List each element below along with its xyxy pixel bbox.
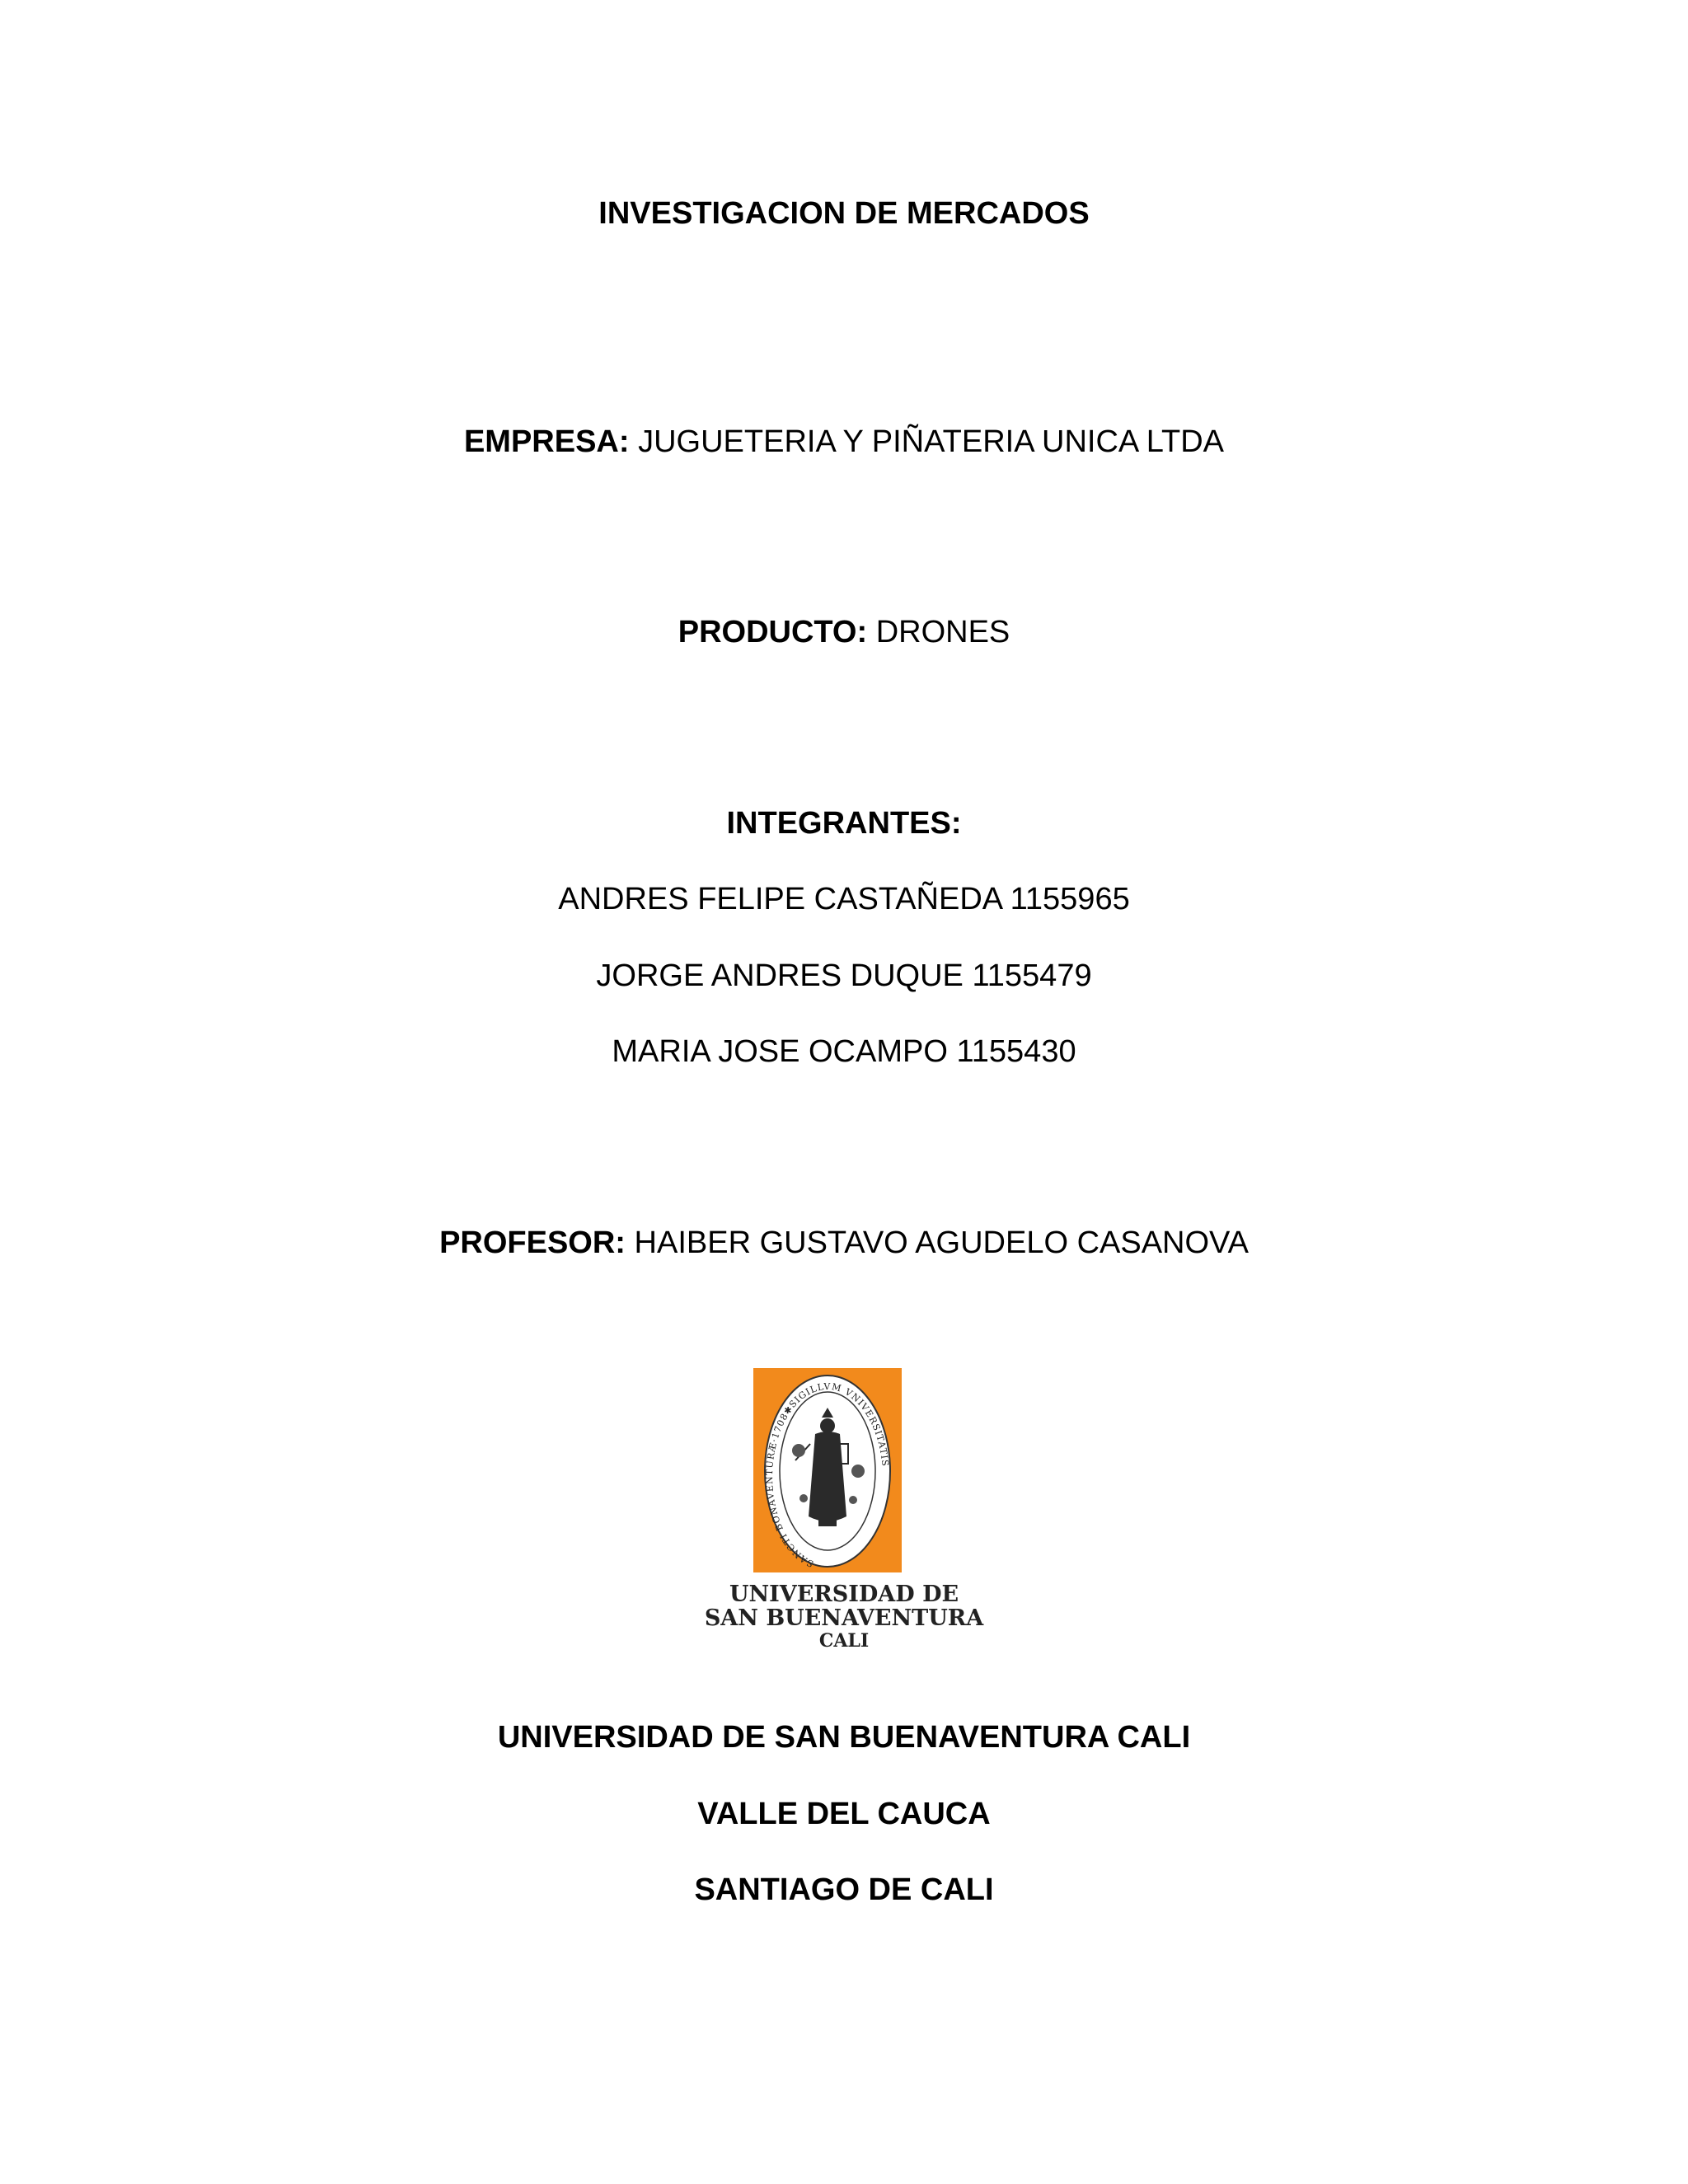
footer-line: VALLE DEL CAUCA [697, 1797, 991, 1831]
svg-text:SAN BUENAVENTURA: SAN BUENAVENTURA [704, 1605, 984, 1631]
footer-line: UNIVERSIDAD DE SAN BUENAVENTURA CALI [497, 1720, 1191, 1755]
empresa-label: EMPRESA: [463, 424, 630, 459]
empresa-value: JUGUETERIA Y PIÑATERIA UNICA LTDA [638, 424, 1225, 459]
member-name: JORGE ANDRES DUQUE 1155479 [596, 958, 1092, 993]
document-title: INVESTIGACION DE MERCADOS [598, 196, 1090, 231]
profesor-value: HAIBER GUSTAVO AGUDELO CASANOVA [634, 1226, 1249, 1260]
producto-label: PRODUCTO: [678, 615, 868, 649]
university-logo [701, 1368, 987, 1657]
producto-value: DRONES [875, 615, 1010, 649]
member-name: ANDRES FELIPE CASTAÑEDA 1155965 [558, 882, 1130, 916]
producto-line [0, 613, 1688, 651]
svg-text:UNIVERSIDAD DE: UNIVERSIDAD DE [729, 1582, 959, 1607]
member-name: MARIA JOSE OCAMPO 1155430 [612, 1034, 1076, 1069]
footer-line: SANTIAGO DE CALI [694, 1872, 994, 1907]
svg-text:SANCTI BONAVENTURÆ·1708✱SIGILL: SANCTI BONAVENTURÆ·1708✱SIGILLVM VNIVERSITATIS [763, 1380, 891, 1570]
empresa-line [0, 423, 1688, 461]
svg-text:CALI: CALI [818, 1630, 870, 1652]
profesor-label: PROFESOR: [439, 1226, 626, 1260]
profesor-line [0, 1224, 1688, 1262]
integrantes-label: INTEGRANTES: [726, 806, 962, 841]
